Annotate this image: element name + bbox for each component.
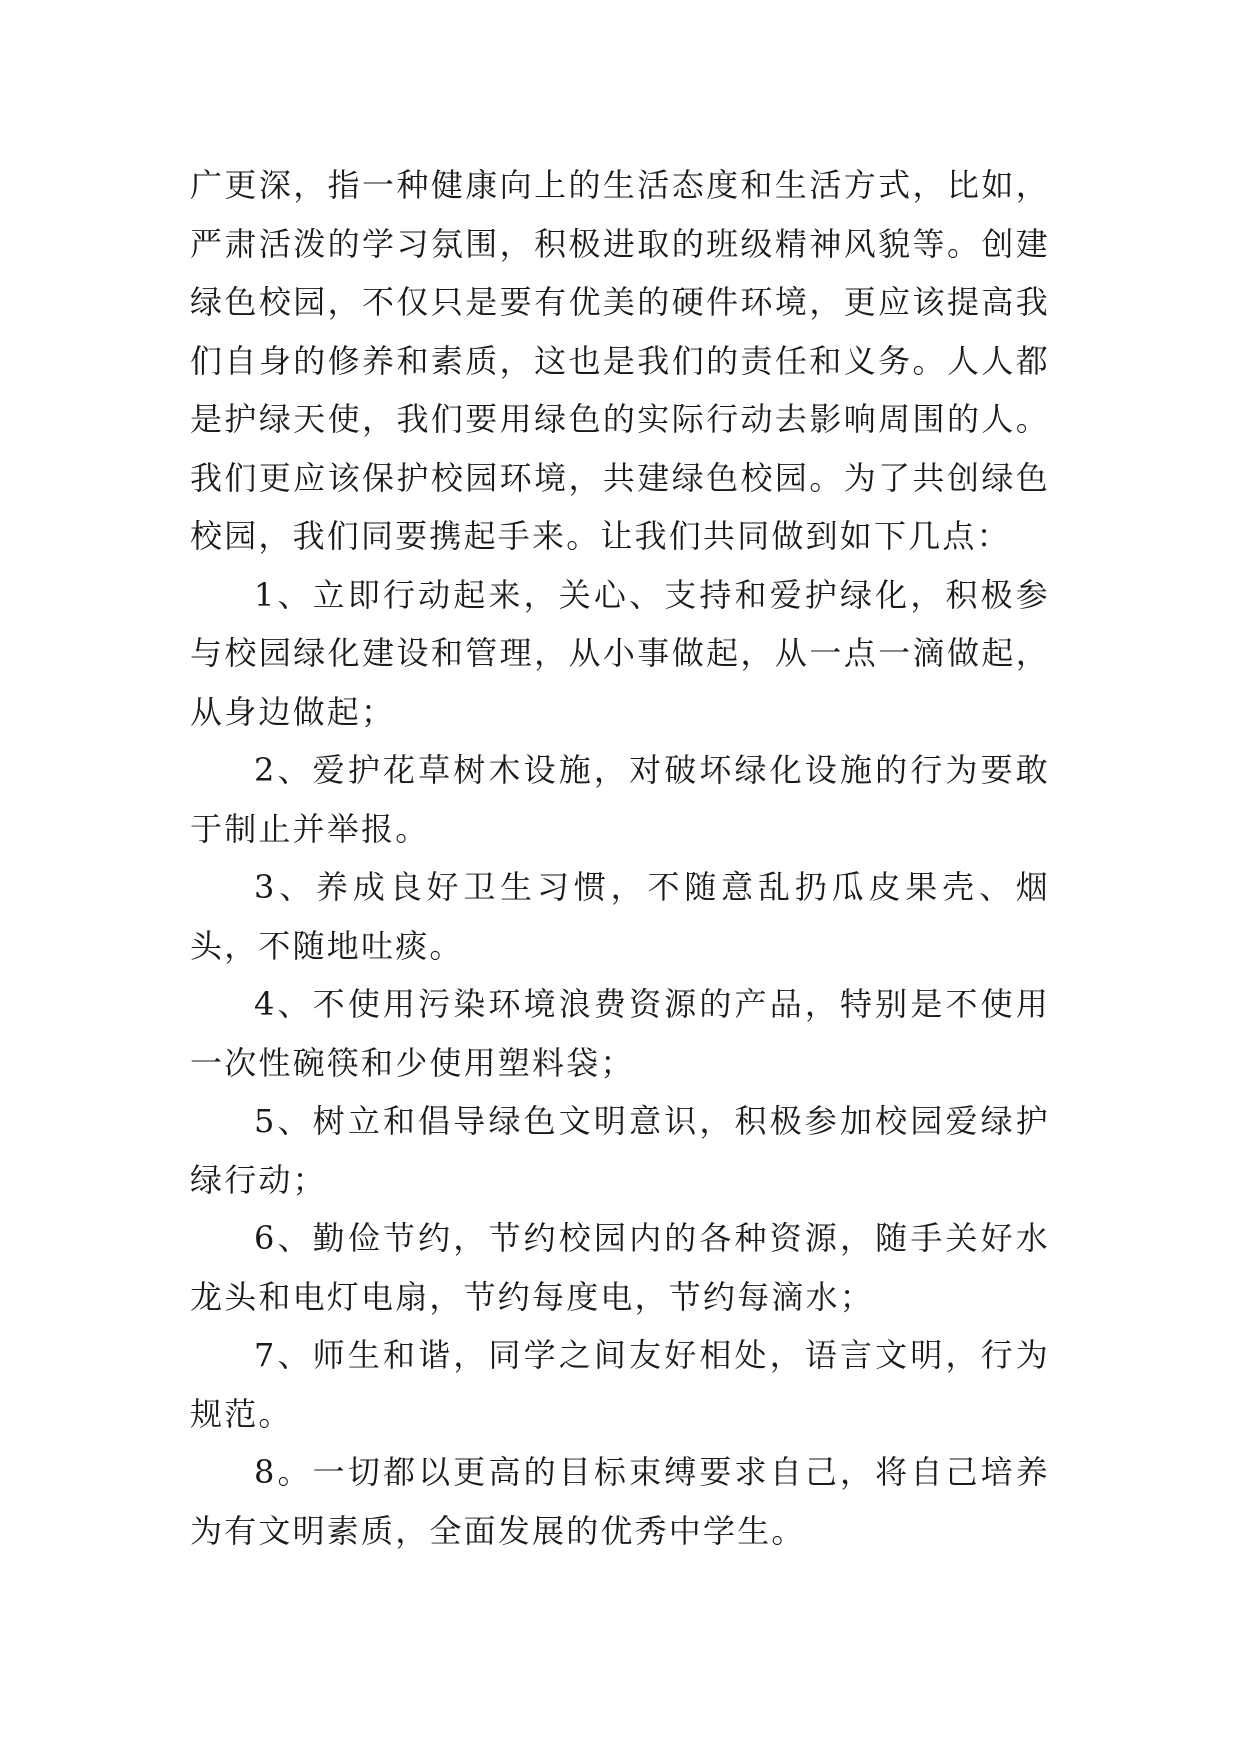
list-item-7: 7、师生和谐，同学之间友好相处，语言文明，行为规范。 [190, 1336, 1050, 1433]
list-item-6: 6、勤俭节约，节约校园内的各种资源，随手关好水龙头和电灯电扇，节约每度电，节约每滴水； [190, 1219, 1050, 1316]
paragraph-intro-continuation: 广更深，指一种健康向上的生活态度和生活方式，比如，严肃活泼的学习氛围，积极进取的班级精神风貌等。创建绿色校园，不仅只是要有优美的硬件环境，更应该提高我们自身的修养和素质，这也是我们的责任和义务。人人都是护绿天使，我们要用绿色的实际行动去影响周围的人。我们更应该保护校园环境，共建绿色校园。为了共创绿色校园，我们同要携起手来。让我们共同做到如下几点： [190, 166, 1050, 555]
list-item-1: 1、立即行动起来，关心、支持和爱护绿化，积极参与校园绿化建设和管理，从小事做起，从一点一滴做起，从身边做起； [190, 575, 1050, 731]
list-item-5: 5、树立和倡导绿色文明意识，积极参加校园爱绿护绿行动； [190, 1102, 1050, 1199]
list-item-2: 2、爱护花草树木设施，对破坏绿化设施的行为要敢于制止并举报。 [190, 751, 1050, 848]
list-item-4: 4、不使用污染环境浪费资源的产品，特别是不使用一次性碗筷和少使用塑料袋； [190, 985, 1050, 1082]
document-body [190, 156, 1050, 1560]
list-item-8: 8。一切都以更高的目标束缚要求自己，将自己培养为有文明素质，全面发展的优秀中学生。 [190, 1453, 1050, 1550]
list-item-3: 3、养成良好卫生习惯，不随意乱扔瓜皮果壳、烟头，不随地吐痰。 [190, 868, 1050, 965]
